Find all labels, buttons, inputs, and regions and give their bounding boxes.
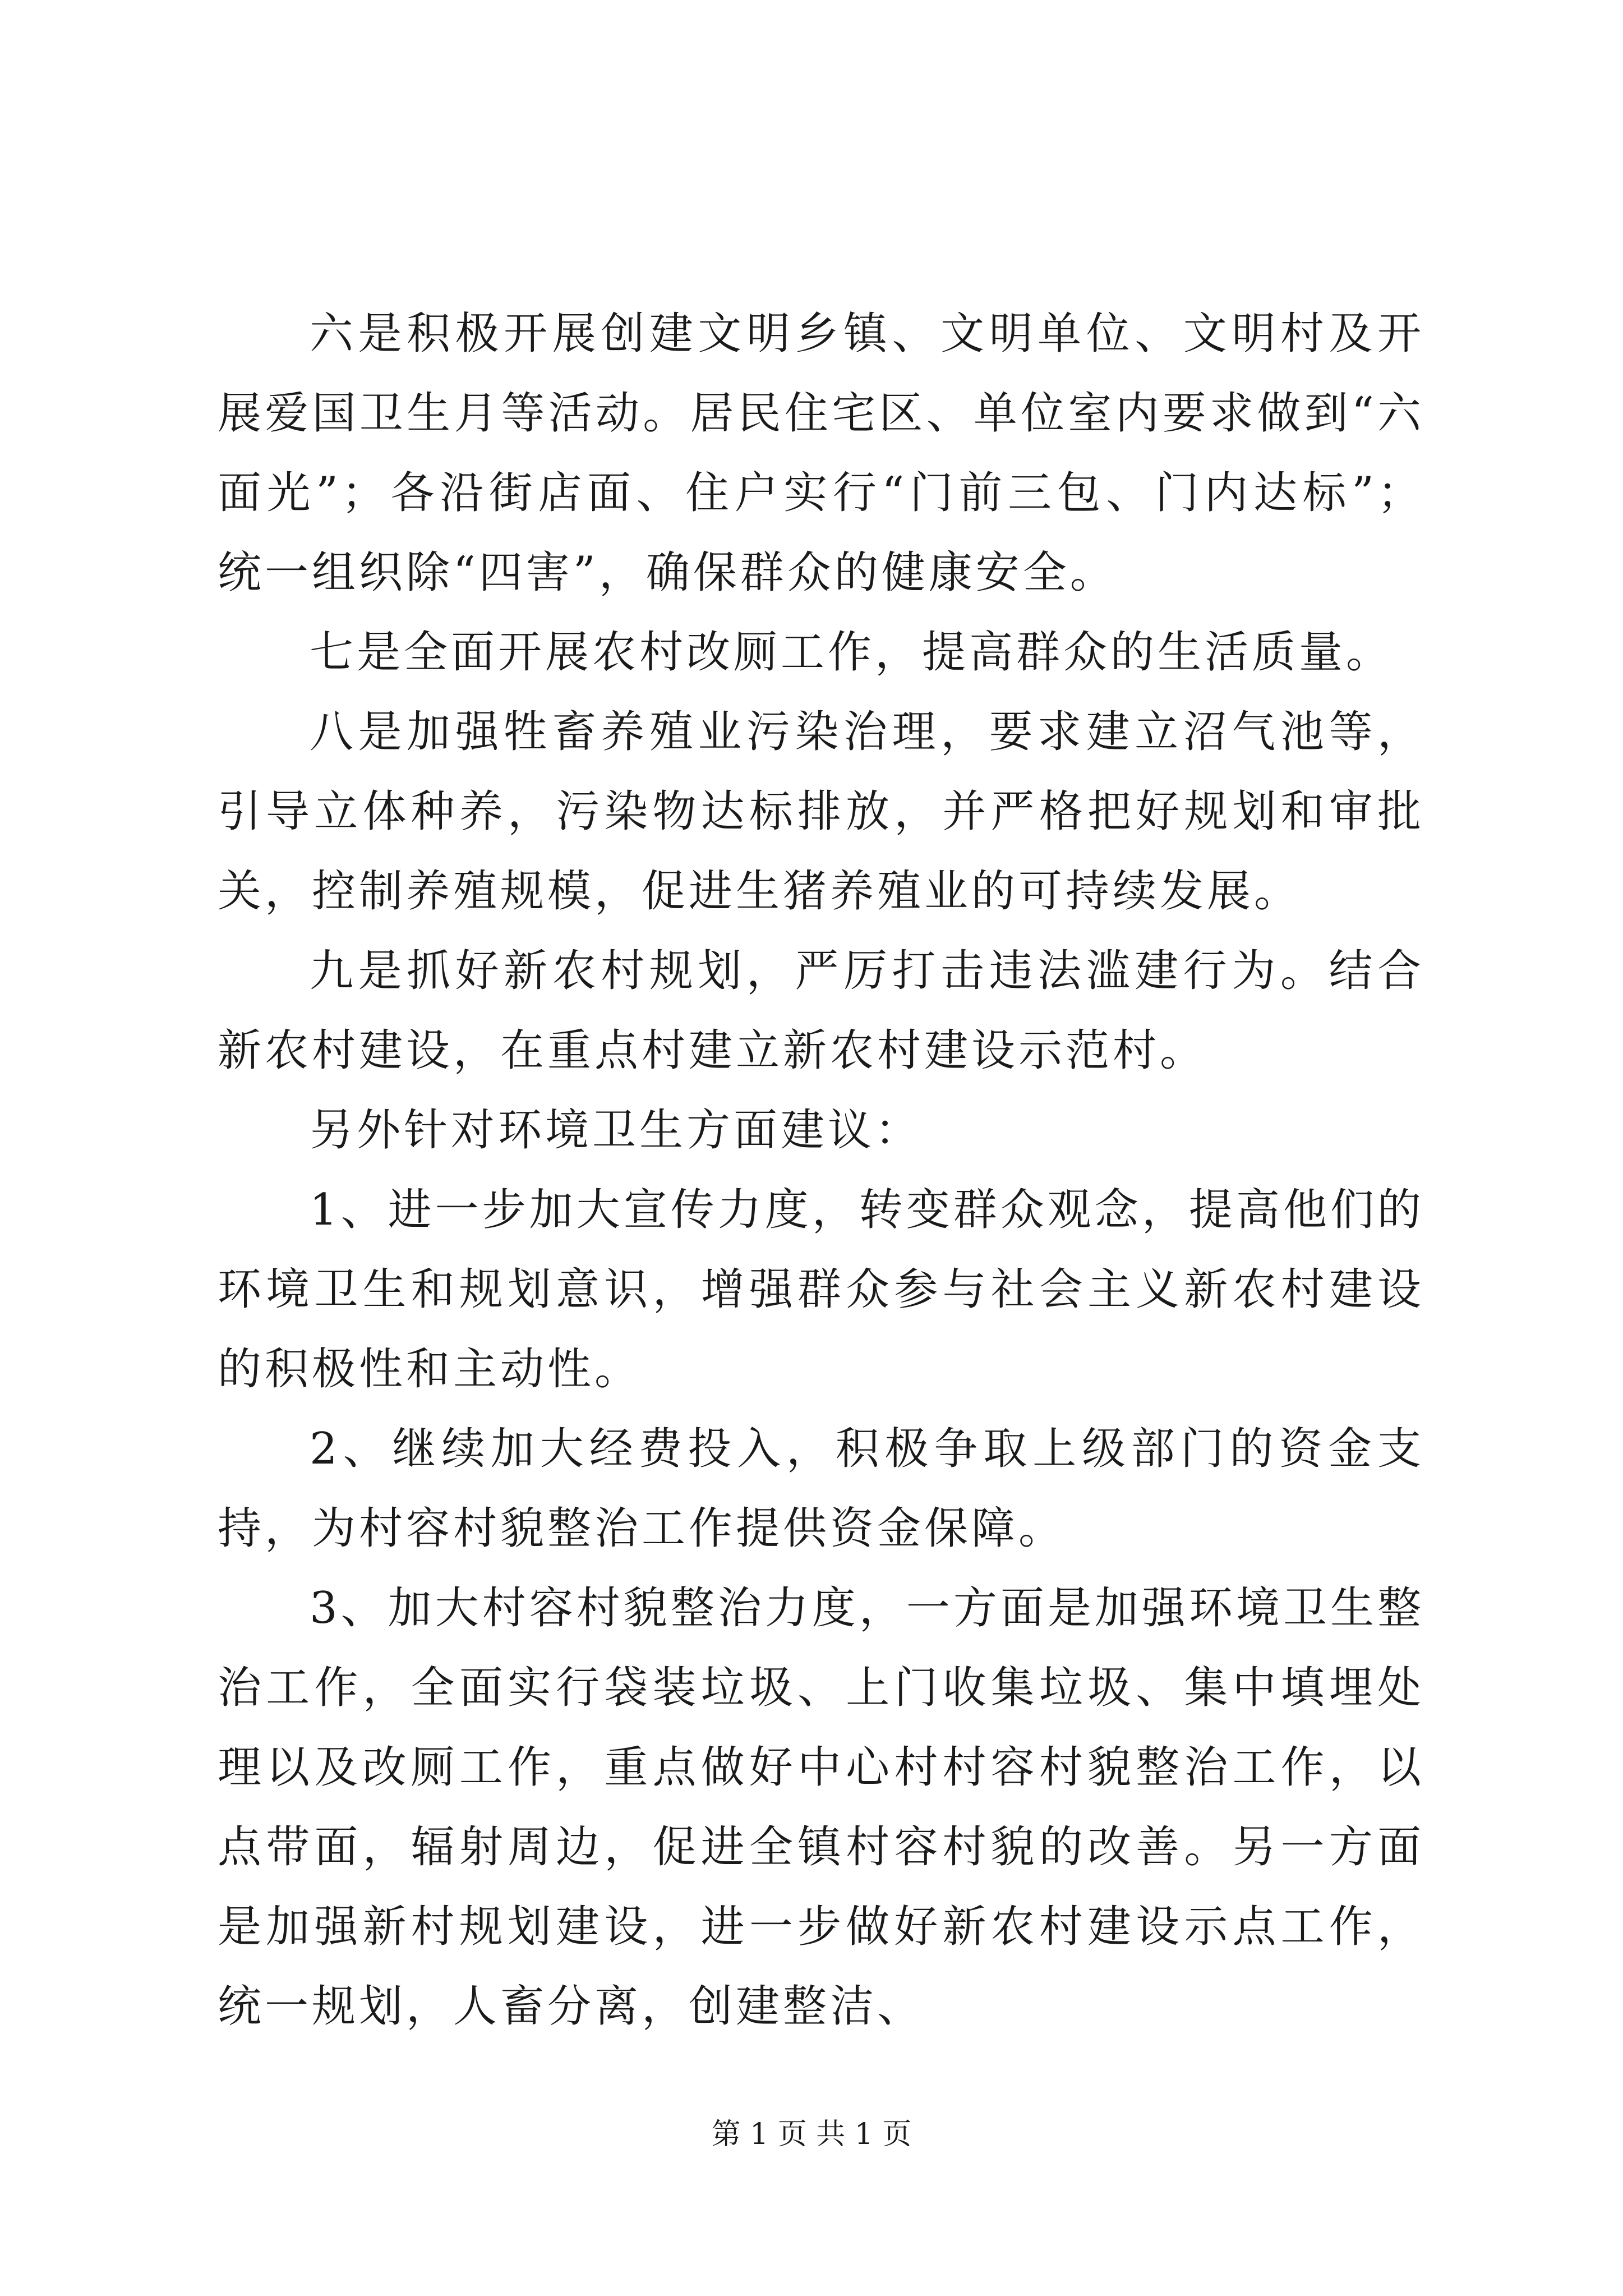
page-footer: 第 1 页 共 1 页	[711, 2118, 912, 2151]
suggestions-heading: 另外针对环境卫生方面建议：	[310, 1105, 923, 1156]
suggestion-1: 1、进一步加大宣传力度，转变群众观念，提高他们的环境卫生和规划意识，增强群众参与社会主义新农村建设的积极性和主动性。	[218, 1185, 1424, 1395]
document-body	[218, 294, 1424, 2046]
paragraph-9: 九是抓好新农村规划，严厉打击违法滥建行为。结合新农村建设，在重点村建立新农村建设示范村。	[218, 946, 1424, 1076]
paragraph-6: 六是积极开展创建文明乡镇、文明单位、文明村及开展爱国卫生月等活动。居民住宅区、单位室内要求做到“六面光”；各沿街店面、住户实行“门前三包、门内达标”；统一组织除“四害”，确保群众的健康安全。	[218, 309, 1424, 598]
paragraph-8: 八是加强牲畜养殖业污染治理，要求建立沼气池等，引导立体种养，污染物达标排放，并严格把好规划和审批关，控制养殖规模，促进生猪养殖业的可持续发展。	[218, 707, 1424, 917]
paragraph-7: 七是全面开展农村改厕工作，提高群众的生活质量。	[310, 627, 1394, 678]
suggestion-2: 2、继续加大经费投入，积极争取上级部门的资金支持，为村容村貌整治工作提供资金保障。	[218, 1424, 1424, 1554]
suggestion-3: 3、加大村容村貌整治力度，一方面是加强环境卫生整治工作，全面实行袋装垃圾、上门收集垃圾、集中填埋处理以及改厕工作，重点做好中心村村容村貌整治工作，以点带面，辐射周边，促进全镇村容村貌的改善。另一方面是加强新村规划建设，进一步做好新农村建设示点工作，统一规划，人畜分离，创建整洁、	[218, 1583, 1424, 2032]
